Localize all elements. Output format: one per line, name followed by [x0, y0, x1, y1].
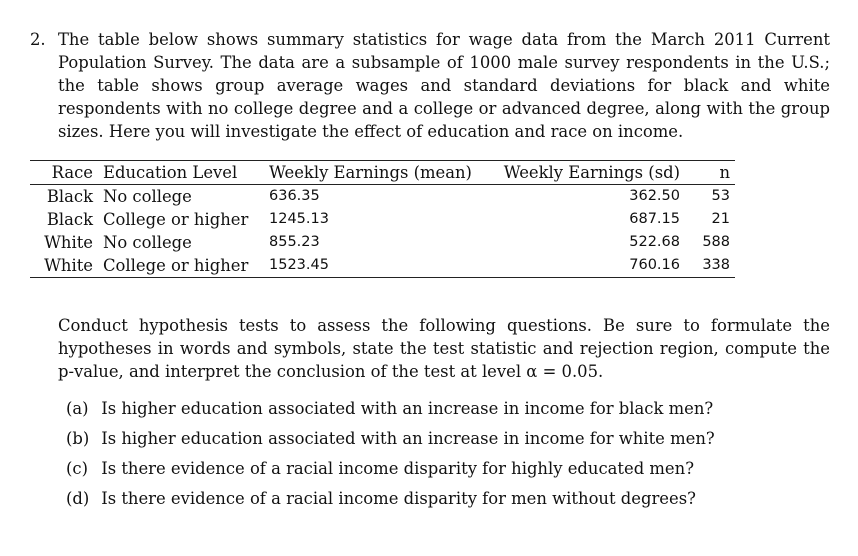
table-row [30, 185, 735, 209]
header-education: Education Level [103, 163, 238, 182]
problem-intro-text: The table below shows summary statistics for wage data from the March 2011 Current Population Survey. The data are a subsample of 1000 male survey respondents in the U.S.; the table shows group average wages and standard deviations for black and white respondents with no college degree and a college or advanced degree, along with the group sizes. Here you will investigate the effect of education and race on income. [58, 30, 830, 141]
question-text: Is there evidence of a racial income disparity for men without degrees? [101, 489, 696, 508]
table-row [30, 254, 735, 278]
cell-race: White [44, 233, 93, 252]
cell-n: 21 [711, 211, 730, 227]
cell-n: 338 [702, 257, 730, 273]
cell-race: Black [46, 210, 93, 229]
cell-education: No college [103, 187, 192, 206]
problem-number: 2. [30, 30, 46, 49]
question-label: (c) [66, 459, 88, 478]
cell-education: No college [103, 233, 192, 252]
question-label: (d) [66, 489, 90, 508]
cell-sd: 687.15 [629, 211, 680, 227]
question-item [66, 427, 715, 457]
header-n: n [719, 163, 730, 182]
header-race: Race [51, 163, 93, 182]
question-text: Is there evidence of a racial income disparity for highly educated men? [101, 459, 694, 478]
cell-mean: 636.35 [269, 188, 320, 204]
cell-race: Black [46, 187, 93, 206]
question-item [66, 487, 715, 517]
question-text: Is higher education associated with an increase in income for black men? [101, 399, 714, 418]
cell-n: 53 [711, 188, 730, 204]
cell-n: 588 [702, 234, 730, 250]
cell-education: College or higher [103, 256, 249, 275]
question-item [66, 397, 715, 427]
cell-sd: 522.68 [629, 234, 680, 250]
problem-intro [30, 28, 830, 143]
cell-mean: 855.23 [269, 234, 320, 250]
cell-mean: 1245.13 [269, 211, 329, 227]
question-item [66, 457, 715, 487]
cell-sd: 362.50 [629, 188, 680, 204]
problem-statement [30, 28, 830, 143]
cell-sd: 760.16 [629, 257, 680, 273]
question-label: (a) [66, 399, 89, 418]
cell-education: College or higher [103, 210, 249, 229]
header-sd: Weekly Earnings (sd) [503, 163, 680, 182]
question-text: Is higher education associated with an increase in income for white men? [101, 429, 715, 448]
header-mean: Weekly Earnings (mean) [269, 163, 472, 182]
cell-mean: 1523.45 [269, 257, 329, 273]
summary-statistics-table [30, 160, 735, 278]
cell-race: White [44, 256, 93, 275]
table-row [30, 208, 735, 231]
task-instructions: Conduct hypothesis tests to assess the following questions. Be sure to formulate the hypotheses in words and symbols, state the test statistic and rejection region, compute the p-value, and interpret the conclusion of the test at level α = 0.05. [58, 316, 830, 381]
table-header-row [30, 161, 735, 185]
question-label: (b) [66, 429, 90, 448]
table-row [30, 231, 735, 254]
question-list [66, 397, 715, 517]
